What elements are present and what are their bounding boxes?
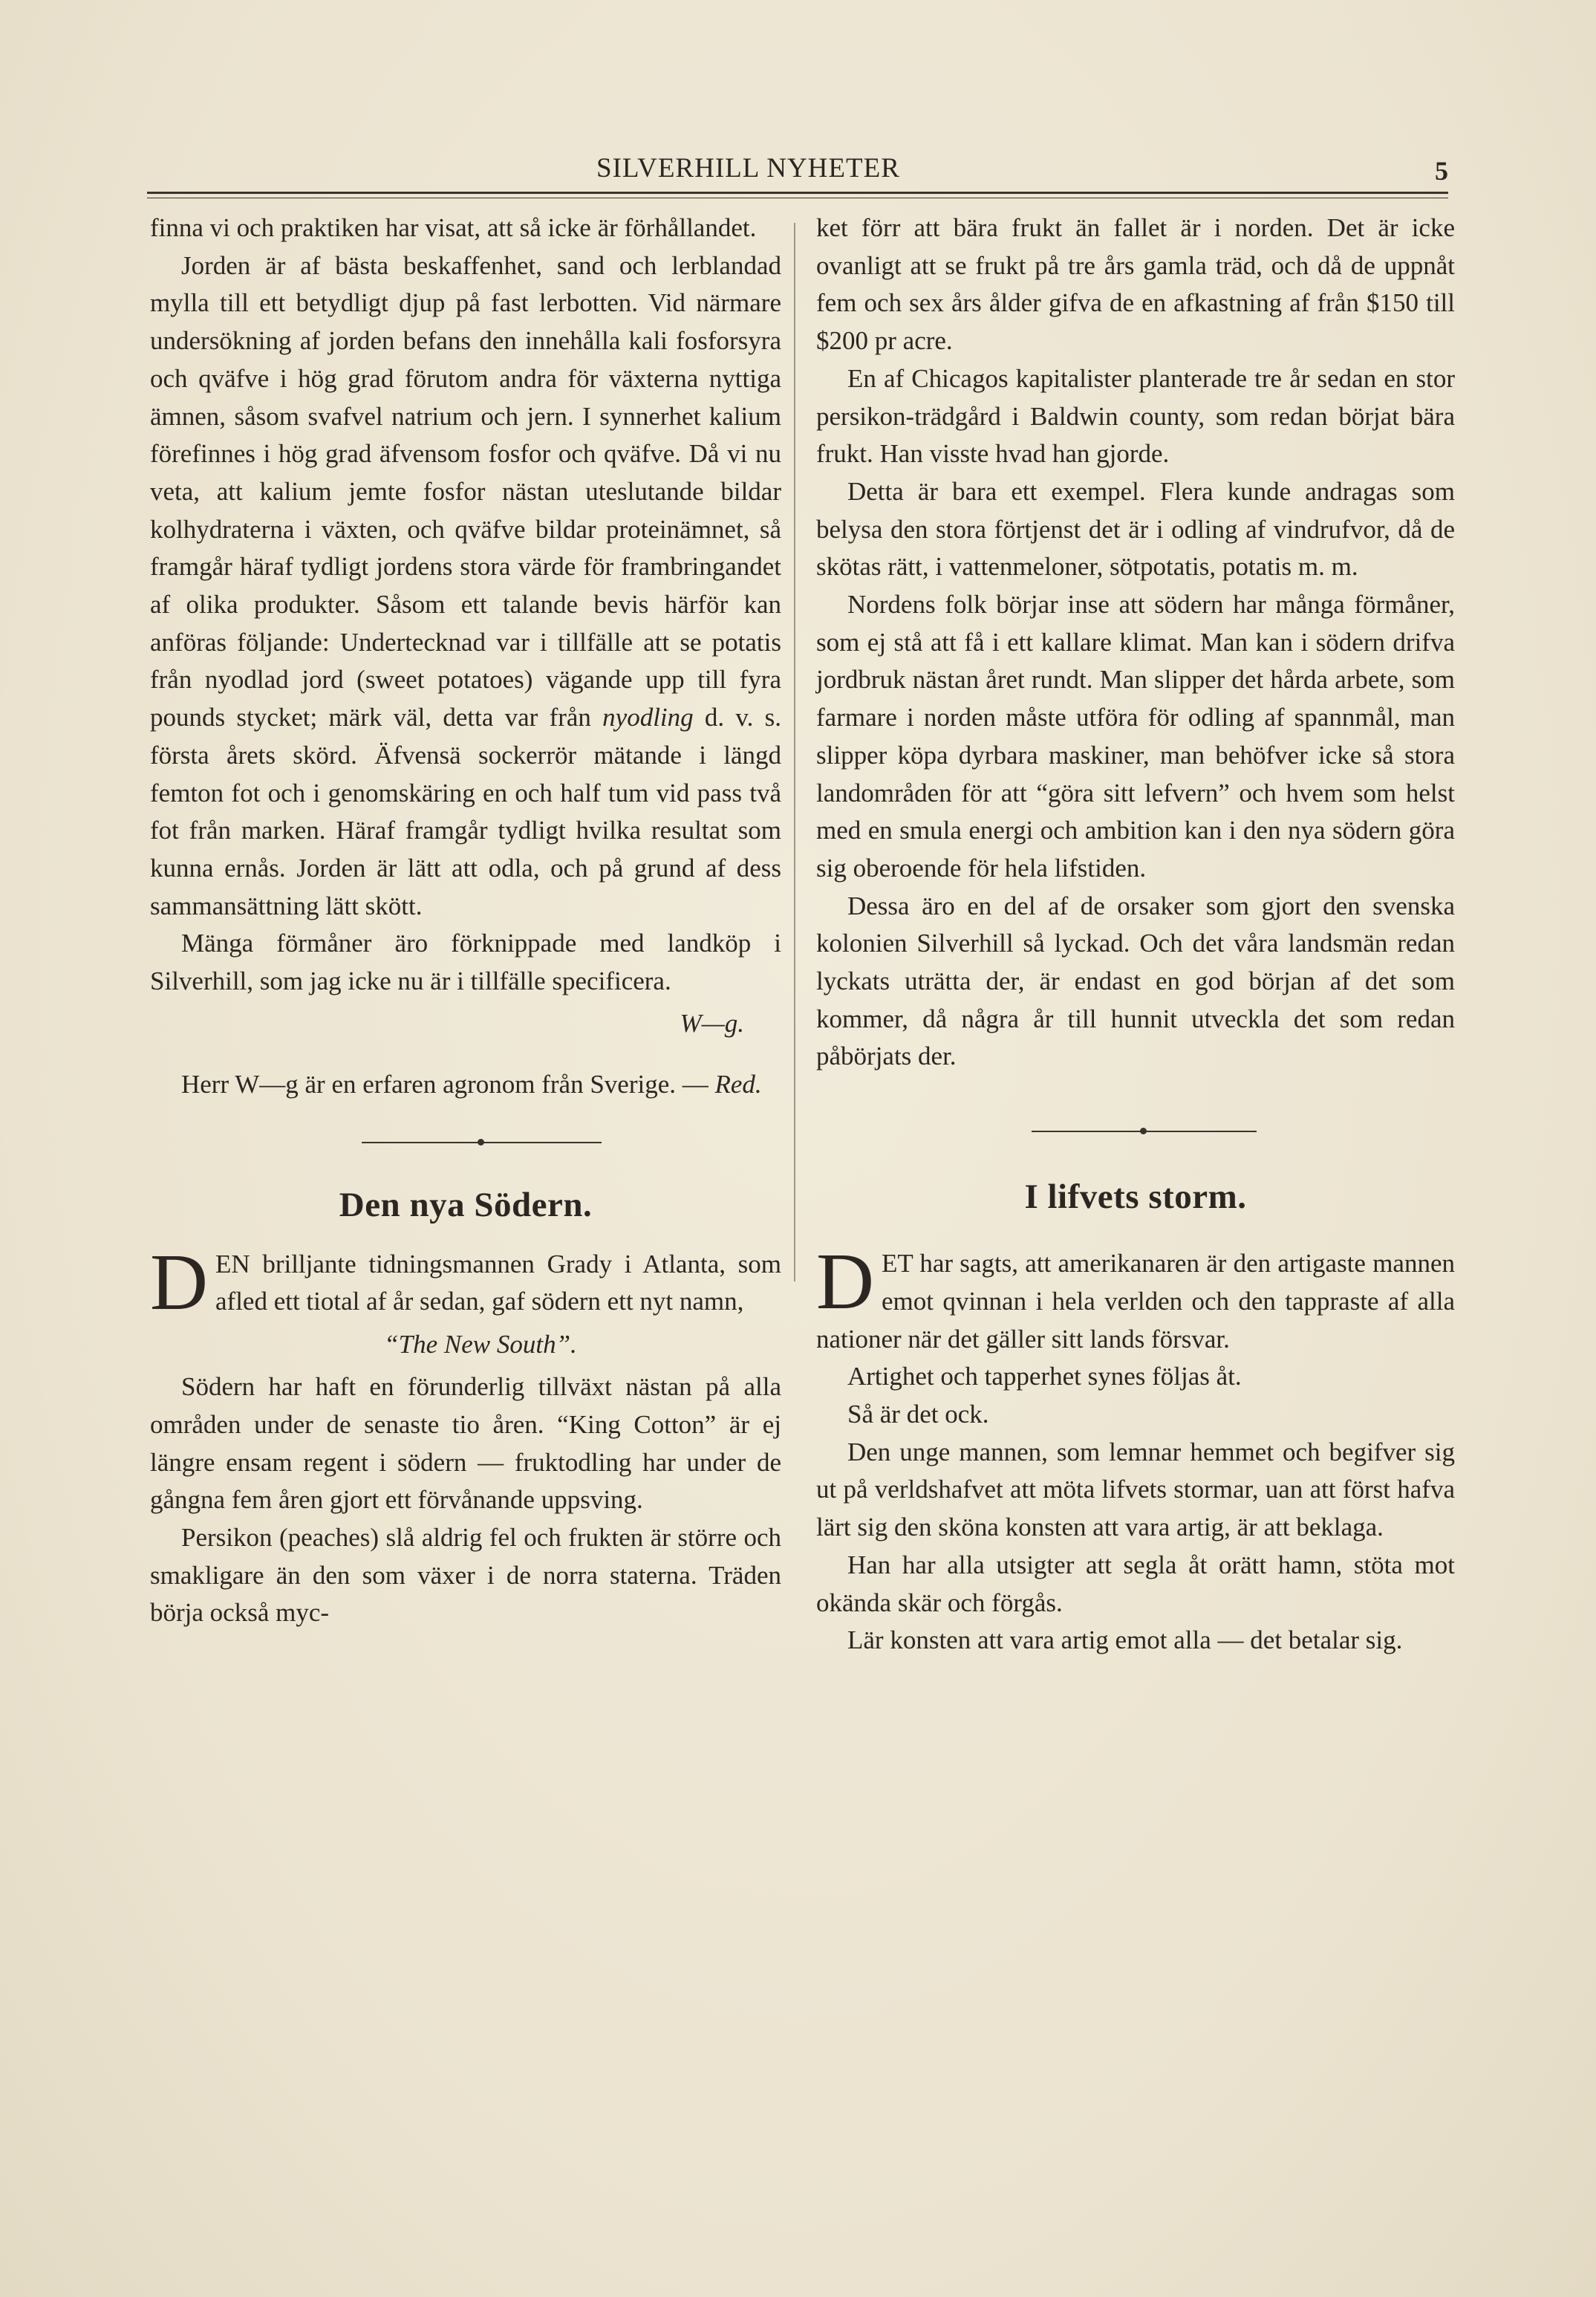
- paragraph: Mänga förmåner äro förknippade med landköp i Silverhill, som jag icke nu är i tillfälle specificera.: [150, 929, 781, 996]
- page-number: 5: [1435, 156, 1448, 186]
- page-header: [147, 152, 1448, 189]
- right-column: [816, 209, 1455, 1660]
- paragraph: finna vi och praktiken har visat, att så icke är förhållandet.: [150, 213, 757, 242]
- article-title: Den nya Södern.: [339, 1185, 593, 1224]
- paragraph: Artighet och tapperhet synes följas åt.: [847, 1362, 1242, 1391]
- header-rule: [147, 192, 1448, 194]
- section-ornament: [816, 1120, 1455, 1143]
- paragraph: Nordens folk börjar inse att södern har många förmåner, som ej stå att få i ett kallare klimat. Man kan i södern drifva jordbruk nästan året rundt. Man slipper det hårda arbete, som farmare i norden måste utföra för odling af spannmål, man slipper köpa dyrbara maskiner, man behöfver icke så stora landområden för att “göra sitt lefvern” och hvem som helst med en smula energi och ambition kan i den nya södern göra sig oberoende för hela lifstiden.: [816, 590, 1455, 883]
- drop-cap: D: [816, 1238, 874, 1327]
- section-ornament: [150, 1131, 781, 1154]
- lead-paragraph: ET har sagts, att amerikanaren är den artigaste mannen emot qvinnan i hela verlden och den tappraste af alla nationer när det gäller sitt lands försvar.: [816, 1249, 1455, 1354]
- paragraph: Jorden är af bästa beskaffenhet, sand och lerblandad mylla till ett betydligt djup på fast lerbotten. Vid närmare undersökning af jorden befans den innehålla kali fosforsyra och qväfve i hög grad förutom andra för växterna nyttiga ämnen, såsom svafvel natrium och jern. I synnerhet kalium förefinnes i hög grad äfvensom fosfor och qväfve. Då vi nu veta, att kalium jemte fosfor nästan uteslutande bildar kolhydraterna i växten, och qväfve bildar proteinämnet, så framgår häraf tydligt jordens stora värde för frambringandet af olika produkter. Såsom ett talande bevis härför kan anföras följande: Undertecknad var i tillfälle att se potatis från nyodlad jord (sweet potatoes) vägande upp till fyra pounds stycket; märk väl, detta var från nyodling d. v. s. första årets skörd. Äfvensä sockerrör mätande i längd femton fot och i genomskäring en och half tum vid pass två fot från marken. Häraf framgår tydligt hvilka resultat som kunna ernås. Jorden är lätt att odla, och på grund af dess sammansättning lätt skött.: [150, 250, 781, 920]
- signature: W—g.: [680, 1008, 744, 1038]
- paragraph: ket förr att bära frukt än fallet är i norden. Det är icke ovanligt att se frukt på tre års gamla träd, och då de uppnåt fem och sex års ålder gifva de en afkastning af från $150 till $200 pr acre.: [816, 213, 1455, 356]
- article-title: I lifvets storm.: [1024, 1177, 1247, 1217]
- editor-note: Herr W—g är en erfaren agronom från Sverige. — Red.: [181, 1069, 762, 1099]
- paragraph: Lär konsten att vara artig emot alla — det betalar sig.: [847, 1625, 1403, 1655]
- paragraph: Persikon (peaches) slå aldrig fel och frukten är större och smakligare än den som växer i de norra staterna. Träden börja också myc-: [150, 1522, 781, 1628]
- quote: “The New South”.: [384, 1330, 577, 1359]
- paragraph: En af Chicagos kapitalister planterade tre år sedan en stor persikon-trädgård i Baldwin county, som redan börjat bära frukt. Han visste hvad han gjorde.: [816, 363, 1455, 469]
- newspaper-title: SILVERHILL NYHETER: [596, 153, 900, 183]
- article-body: [150, 1238, 781, 1327]
- paragraph: Detta är bara ett exempel. Flera kunde andragas som belysa den stora förtjenst det är i odling af vindrufvor, då de skötas rätt, i vattenmeloner, sötpotatis, potatis m. m.: [816, 476, 1455, 582]
- left-column: [150, 209, 781, 1632]
- lead-paragraph: EN brilljante tidningsmannen Grady i Atlanta, som afled ett tiotal af år sedan, gaf södern ett nyt namn,: [215, 1249, 781, 1316]
- paragraph: Så är det ock.: [847, 1399, 989, 1429]
- column-divider: [794, 223, 795, 1281]
- paragraph: Södern har haft en förunderlig tillväxt nästan på alla områden under de senaste tio åren. “King Cotton” är ej längre ensam regent i södern — fruktodling har under de gångna fem åren gjort ett förvånande uppsving.: [150, 1372, 781, 1515]
- editor-mark: Red.: [714, 1069, 762, 1099]
- article-body: [816, 1238, 1455, 1358]
- paragraph: Dessa äro en del af de orsaker som gjort den svenska kolonien Silverhill så lyckad. Och det våra landsmän redan lyckats uträtta der, är endast en god början af det som kommer, då några år till hunnit utveckla det som redan påbörjats der.: [816, 891, 1455, 1071]
- emphasis-word: nyodling: [602, 703, 694, 732]
- paragraph: Han har alla utsigter att segla åt orätt hamn, stöta mot okända skär och förgås.: [816, 1550, 1455, 1617]
- drop-cap: D: [150, 1238, 208, 1327]
- paragraph: Den unge mannen, som lemnar hemmet och begifver sig ut på verldshafvet att möta lifvets stormar, uan att först hafva lärt sig den sköna konsten att vara artig, är att beklaga.: [816, 1437, 1455, 1542]
